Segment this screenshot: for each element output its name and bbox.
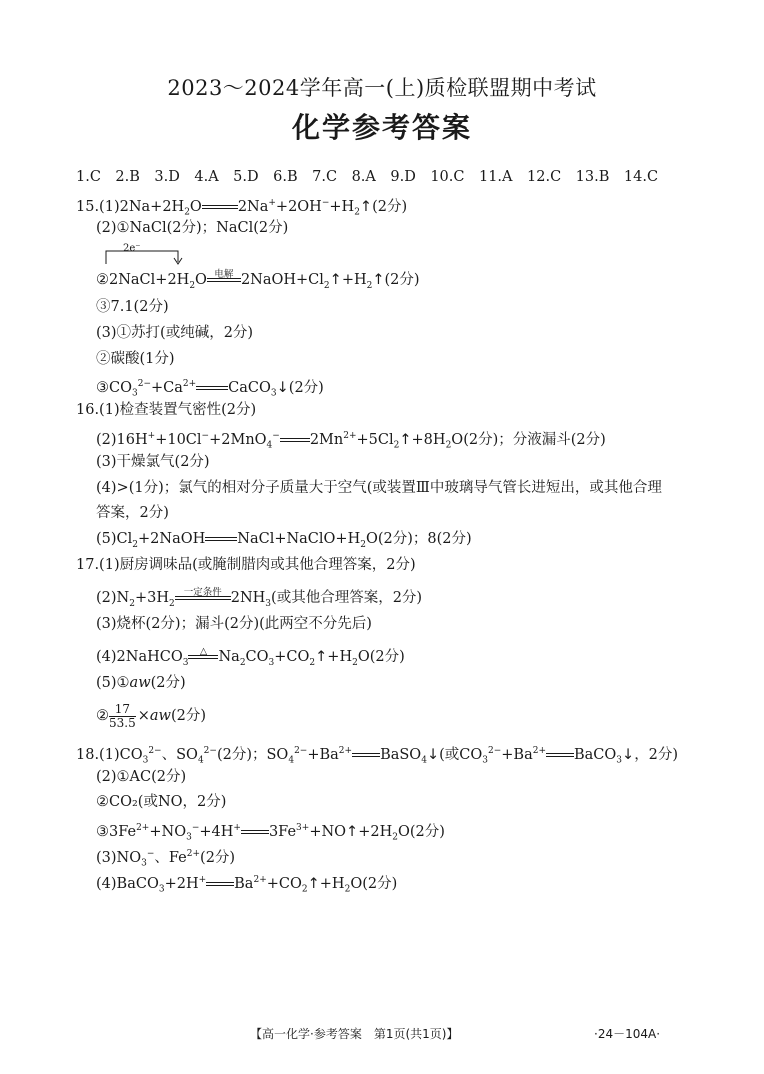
q17-line5: (5)①aw(2分)	[96, 675, 186, 691]
q15-line6: ②碳酸(1分)	[96, 351, 175, 367]
footer-code: ·24－104A·	[594, 1027, 661, 1041]
fraction: $\frac{17}{53.5}$	[109, 701, 136, 730]
q16-line5: 答案，2分)	[96, 505, 169, 521]
q16-line4: (4)>(1分)；氯气的相对分子质量大于空气(或装置Ⅲ中玻璃导气管长进短出，或其他合理	[96, 480, 662, 496]
electron-transfer-arrow	[100, 245, 192, 265]
electron-transfer-label: 2e⁻	[123, 243, 141, 254]
q15-line1: $15.(1)2Na+2H_2O$ $2Na^++2OH^-+H_2↑(2$分)	[76, 198, 408, 218]
q18-line3: ②CO₂(或NO，2分)	[96, 794, 227, 810]
q15-line4: ③7.1(2分)	[96, 299, 169, 315]
mc-answers: 1.C 2.B 3.D 4.A 5.D 6.B 7.C 8.A 9.D 10.C 11.A 12.C 13.B 14.C	[76, 169, 659, 185]
q17-line3: (3)烧杯(2分)；漏斗(2分)(此两空不分先后)	[96, 616, 372, 632]
page-subtitle: 化学参考答案	[291, 111, 472, 144]
q15-line2: (2)①NaCl(2分)；NaCl(2分)	[96, 220, 289, 236]
q15-line3: $②2NaCl+2H_2O$ 电解 $2NaOH+Cl_2↑+H_2↑(2$分)	[96, 269, 420, 291]
q18-line5: $(3)NO_3^-$、$Fe^{2+}(2$分)	[96, 849, 236, 869]
q17-line1: 17.(1)厨房调味品(或腌制腊肉或其他合理答案，2分)	[76, 557, 416, 573]
footer-page-info: 【高一化学·参考答案 第1页(共1页)】	[250, 1027, 459, 1041]
q18-line2: (2)①AC(2分)	[96, 769, 187, 785]
q15-line7: $③CO_3^{2-}+Ca^{2+}$ CaCO$_3$↓(2分)	[96, 379, 324, 399]
q17-line6: ② $\frac{17}{53.5}$ ×aw(2分)	[96, 701, 206, 730]
q17-line2: $(2)N_2+3H_2$ 一定条件 $2NH_3$(或其他合理答案，2分)	[96, 587, 423, 609]
q15-line5: (3)①苏打(或纯碱，2分)	[96, 325, 254, 341]
q18-line1: $18.(1)CO_3^{2-}$、$SO_4^{2-}(2$分)；$SO_4^{2-}+Ba^{2+}$ BaSO$_4$↓(或$CO_3^{2-}+Ba^{2+}$ BaCO$_3$↓，2分)	[76, 746, 679, 766]
q18-line6: (4)BaCO$_3$+2H+ $Ba^{2+}+CO_2↑+H_2O(2$分)	[96, 875, 398, 895]
q16-line6: $(5)Cl_2+2NaOH$ $NaCl+NaClO+H_2O(2$分)；8(2分)	[96, 531, 472, 550]
q16-line1: 16.(1)检查装置气密性(2分)	[76, 402, 257, 418]
page-title: 2023～2024学年高一(上)质检联盟期中考试	[167, 76, 597, 100]
q16-line2: (2)16H++10Cl−+2MnO$_4$− $2Mn^{2+}+5Cl_2↑+8H_2O(2$分)；分液漏斗(2分)	[96, 431, 606, 451]
q16-line3: (3)干燥氯气(2分)	[96, 454, 210, 470]
q17-line4: (4)2NaHCO$_3$ △ $Na_2CO_3+CO_2↑+H_2O(2$分)	[96, 646, 405, 668]
q18-line4: $③3Fe^{2+}+NO_3^-+4H^+$ $3Fe^{3+}+NO↑+2H_2O(2$分)	[96, 823, 445, 843]
